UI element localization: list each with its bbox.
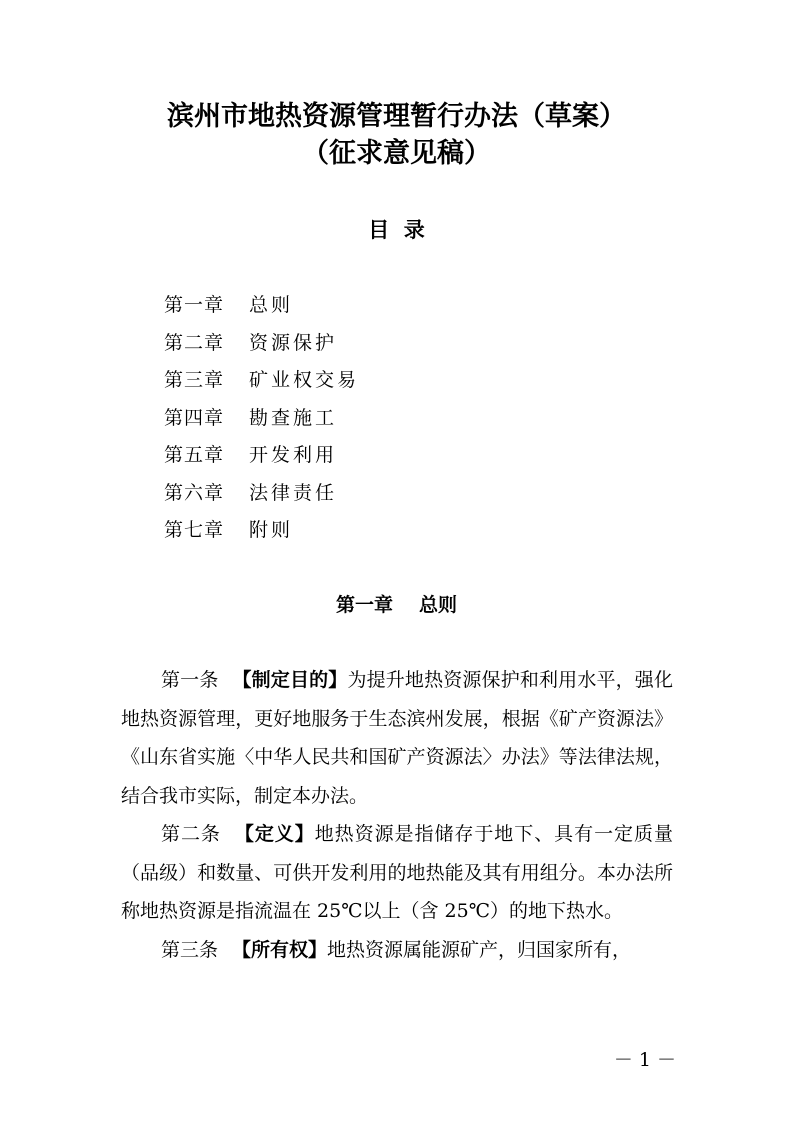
- toc-item-chapter-7: [164, 512, 359, 550]
- article-keyword: 【所有权】: [232, 938, 328, 961]
- document-subtitle: （征求意见稿）: [302, 138, 491, 169]
- toc-chapter-number: 第七章: [164, 519, 225, 541]
- article-2: [121, 815, 673, 931]
- toc-heading: 目 录: [368, 218, 425, 242]
- toc-chapter-number: 第一章: [164, 294, 225, 316]
- article-number: 第一条: [161, 669, 219, 691]
- toc-item-chapter-4: [164, 400, 359, 438]
- toc-chapter-number: 第五章: [164, 444, 225, 466]
- toc-chapter-name: 勘查施工: [249, 406, 338, 429]
- chapter-body: [121, 661, 673, 969]
- article-text: 为提升地热资源保护和利用水平，强化地热资源管理，更好地服务于生态滨州发展，根据《矿产资源法》《山东省实施〈中华人民共和国矿产资源法〉办法》等法律法规，结合我市实际，制定本办法。: [121, 669, 673, 807]
- article-3: [121, 931, 673, 970]
- toc-chapter-number: 第三章: [164, 369, 225, 391]
- toc-chapter-name: 附则: [249, 519, 294, 541]
- toc-item-chapter-6: [164, 475, 359, 513]
- document-title: 滨州市地热资源管理暂行办法（草案）: [167, 101, 626, 132]
- toc-chapter-name: 资源保护: [249, 331, 338, 354]
- article-text: 地热资源属能源矿产，归国家所有，: [327, 938, 632, 961]
- article-1: [121, 661, 673, 815]
- toc-item-chapter-1: [164, 287, 359, 325]
- toc-item-chapter-2: [164, 325, 359, 363]
- chapter-name: 总则: [419, 594, 458, 616]
- toc-chapter-name: 总则: [249, 294, 294, 316]
- article-text: 地热资源是指储存于地下、具有一定质量（品级）和数量、可供开发利用的地热能及其有用组分。本办法所称地热资源是指流温在 25℃以上（含 25℃）的地下热水。: [121, 823, 673, 922]
- article-keyword: 【制定目的】: [232, 669, 348, 691]
- chapter-heading: [0, 589, 793, 621]
- article-number: 第三条: [161, 938, 219, 961]
- chapter-number: 第一章: [335, 594, 393, 616]
- page-number: － 1 －: [613, 1049, 676, 1071]
- toc-item-chapter-3: [164, 362, 359, 400]
- toc-chapter-number: 第二章: [164, 331, 225, 354]
- toc-chapter-name: 矿业权交易: [249, 369, 360, 391]
- toc-chapter-name: 开发利用: [249, 444, 338, 466]
- toc-item-chapter-5: [164, 437, 359, 475]
- article-number: 第二条: [161, 823, 221, 845]
- toc-chapter-name: 法律责任: [249, 481, 338, 504]
- table-of-contents: [164, 287, 359, 550]
- toc-chapter-number: 第六章: [164, 481, 225, 504]
- toc-chapter-number: 第四章: [164, 406, 225, 429]
- article-keyword: 【定义】: [234, 823, 315, 845]
